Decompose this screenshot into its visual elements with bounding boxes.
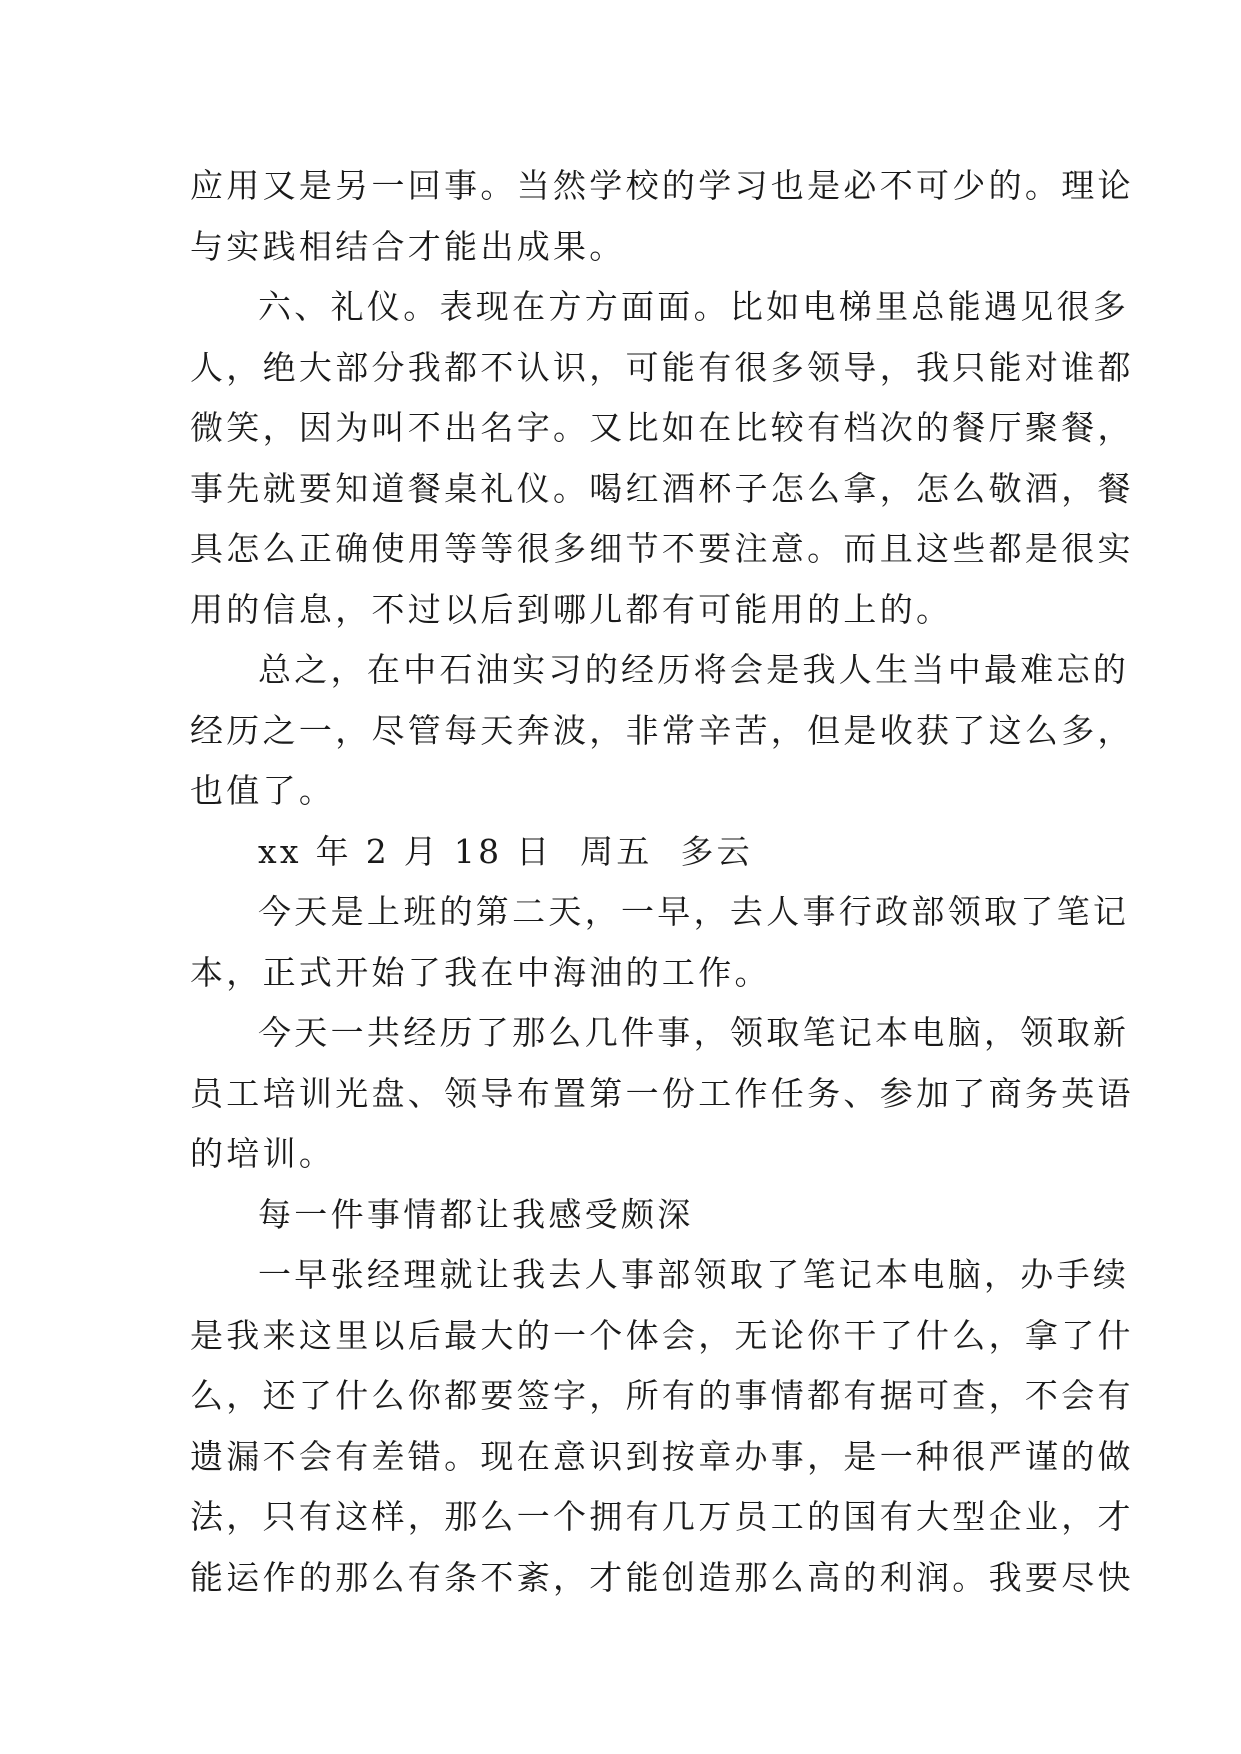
text-line: 本，正式开始了我在中海油的工作。	[190, 952, 771, 992]
date-line: xx 年 2 月 18 日 周五 多云	[258, 831, 753, 871]
text-line: 今天一共经历了那么几件事，领取笔记本电脑，领取新	[258, 1013, 1130, 1052]
body-text	[190, 156, 1134, 1608]
text-line: 员工培训光盘、领导布置第一份工作任务、参加了商务英语	[190, 1073, 1134, 1113]
text-line: 么，还了什么你都要签字，所有的事情都有据可查，不会有	[190, 1376, 1134, 1415]
text-line: 具怎么正确使用等等很多细节不要注意。而且这些都是很实	[190, 529, 1134, 568]
text-line: 能运作的那么有条不紊，才能创造那么高的利润。我要尽快	[190, 1557, 1134, 1597]
text-line: 经历之一，尽管每天奔波，非常辛苦，但是收获了这么多，	[190, 710, 1134, 750]
text-line: 每一件事情都让我感受颇深	[258, 1194, 694, 1234]
text-line: 应用又是另一回事。当然学校的学习也是必不可少的。理论	[190, 166, 1134, 205]
text-line: 今天是上班的第二天，一早，去人事行政部领取了笔记	[258, 892, 1130, 931]
text-line: 人，绝大部分我都不认识，可能有很多领导，我只能对谁都	[190, 347, 1134, 387]
text-line: 与实践相结合才能出成果。	[190, 226, 626, 266]
text-line: 事先就要知道餐桌礼仪。喝红酒杯子怎么拿，怎么敬酒，餐	[190, 468, 1134, 508]
text-line: 六、礼仪。表现在方方面面。比如电梯里总能遇见很多	[258, 287, 1130, 326]
text-line: 的培训。	[190, 1134, 336, 1173]
text-line: 法，只有这样，那么一个拥有几万员工的国有大型企业，才	[190, 1497, 1134, 1536]
text-line: 遗漏不会有差错。现在意识到按章办事，是一种很严谨的做	[190, 1436, 1134, 1476]
text-line: 用的信息，不过以后到哪儿都有可能用的上的。	[190, 589, 953, 629]
text-line: 微笑，因为叫不出名字。又比如在比较有档次的餐厅聚餐，	[190, 408, 1134, 447]
text-line: 也值了。	[190, 771, 336, 810]
text-line: 是我来这里以后最大的一个体会，无论你干了什么，拿了什	[190, 1315, 1134, 1355]
text-line: 总之，在中石油实习的经历将会是我人生当中最难忘的	[258, 650, 1130, 689]
text-line: 一早张经理就让我去人事部领取了笔记本电脑，办手续	[258, 1255, 1130, 1294]
